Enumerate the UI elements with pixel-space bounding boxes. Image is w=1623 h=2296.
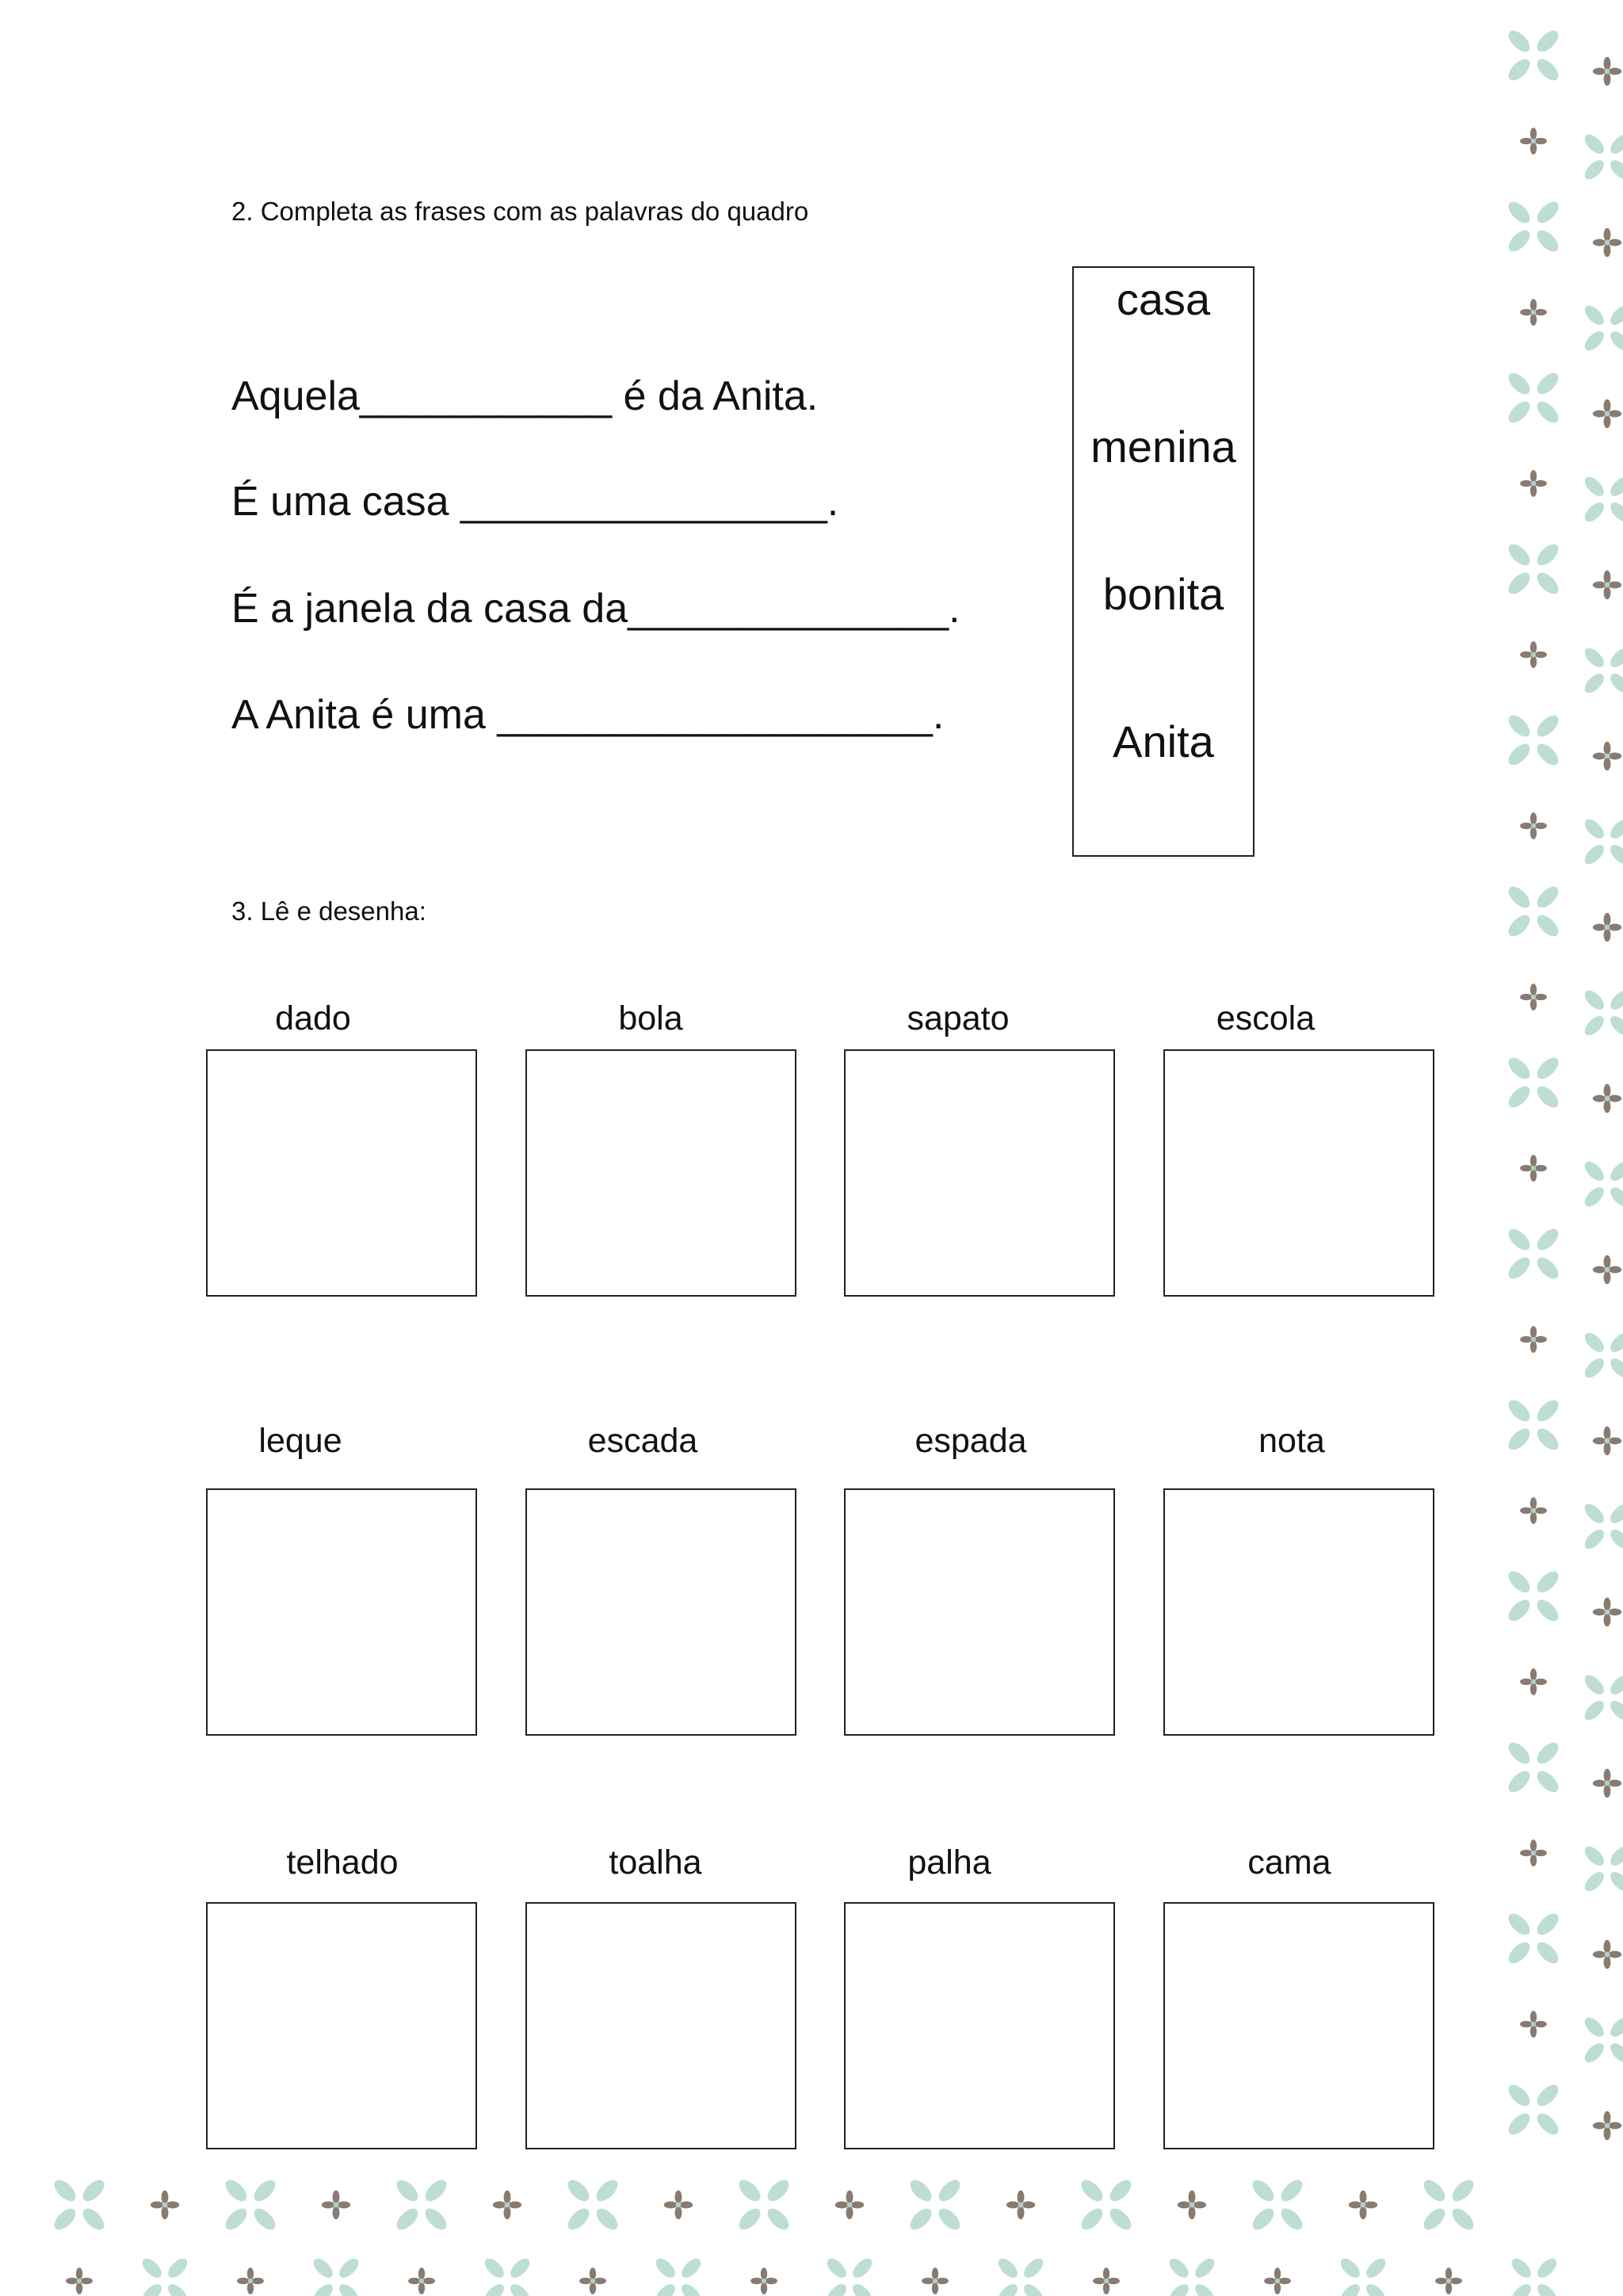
- leaf-motif-icon: [139, 2256, 191, 2296]
- flower-motif-icon: [1593, 1255, 1621, 1284]
- flower-motif-icon: [1593, 571, 1621, 599]
- word-label: dado: [275, 999, 351, 1037]
- leaf-motif-icon: [1078, 2176, 1135, 2233]
- flower-motif-icon: [1520, 1326, 1547, 1353]
- flower-motif-icon: [1593, 1598, 1621, 1626]
- flower-motif-icon: [664, 2191, 693, 2219]
- flower-motif-icon: [1520, 128, 1547, 155]
- flower-motif-icon: [1349, 2191, 1377, 2219]
- leaf-motif-icon: [1505, 1739, 1562, 1796]
- word-label: leque: [258, 1422, 342, 1460]
- exercise-2-instruction: 2. Completa as frases com as palavras do quadro: [231, 197, 809, 226]
- leaf-motif-icon: [1338, 2256, 1389, 2296]
- decorative-border-bottom: [0, 2172, 1623, 2296]
- flower-motif-icon: [1520, 299, 1547, 326]
- leaf-motif-icon: [1582, 1843, 1623, 1895]
- drawing-box[interactable]: [206, 1049, 477, 1297]
- leaf-motif-icon: [1582, 816, 1623, 868]
- flower-motif-icon: [1593, 1940, 1621, 1969]
- flower-motif-icon: [1520, 1668, 1547, 1695]
- word-label: bola: [618, 999, 683, 1037]
- flower-motif-icon: [1593, 228, 1621, 257]
- sentence-4: A Anita é uma ___________________.: [231, 692, 945, 738]
- word-label: espada: [915, 1422, 1027, 1460]
- flower-motif-icon: [1593, 913, 1621, 942]
- drawing-box[interactable]: [206, 1902, 477, 2149]
- leaf-motif-icon: [1505, 883, 1562, 940]
- leaf-motif-icon: [1582, 1330, 1623, 1381]
- leaf-motif-icon: [1582, 1159, 1623, 1210]
- flower-motif-icon: [1006, 2191, 1035, 2219]
- drawing-box[interactable]: [525, 1902, 796, 2149]
- word-bank-box: [1072, 266, 1254, 857]
- leaf-motif-icon: [51, 2176, 108, 2233]
- leaf-motif-icon: [1582, 2015, 1623, 2066]
- word-bank-item: menina: [1090, 422, 1236, 472]
- leaf-motif-icon: [1582, 645, 1623, 697]
- flower-motif-icon: [1593, 1084, 1621, 1113]
- leaf-motif-icon: [1167, 2256, 1218, 2296]
- leaf-motif-icon: [653, 2256, 705, 2296]
- drawing-box[interactable]: [525, 1049, 796, 1297]
- leaf-motif-icon: [1505, 1054, 1562, 1111]
- flower-motif-icon: [1593, 1769, 1621, 1797]
- word-label: nota: [1258, 1422, 1325, 1460]
- flower-motif-icon: [922, 2267, 949, 2294]
- flower-motif-icon: [1593, 742, 1621, 770]
- flower-motif-icon: [1520, 641, 1547, 668]
- leaf-motif-icon: [1582, 988, 1623, 1039]
- flower-motif-icon: [750, 2267, 777, 2294]
- leaf-motif-icon: [1582, 474, 1623, 525]
- drawing-box[interactable]: [525, 1488, 796, 1736]
- leaf-motif-icon: [1505, 369, 1562, 426]
- word-label: telhado: [286, 1843, 399, 1881]
- leaf-motif-icon: [995, 2256, 1047, 2296]
- drawing-box[interactable]: [1163, 1902, 1434, 2149]
- word-bank-item: bonita: [1102, 569, 1224, 619]
- drawing-box[interactable]: [844, 1049, 1115, 1297]
- word-label: escada: [587, 1422, 698, 1460]
- leaf-motif-icon: [1505, 2081, 1562, 2138]
- flower-motif-icon: [151, 2191, 179, 2219]
- drawing-box[interactable]: [1163, 1049, 1434, 1297]
- leaf-motif-icon: [1582, 303, 1623, 354]
- flower-motif-icon: [237, 2267, 264, 2294]
- flower-motif-icon: [1520, 812, 1547, 839]
- word-bank-item: Anita: [1113, 716, 1214, 766]
- leaf-motif-icon: [1505, 712, 1562, 769]
- flower-motif-icon: [579, 2267, 606, 2294]
- sentence-1: Aquela___________ é da Anita.: [231, 373, 819, 419]
- leaf-motif-icon: [1509, 2256, 1560, 2296]
- leaf-motif-icon: [1582, 1672, 1623, 1724]
- leaf-motif-icon: [1582, 1501, 1623, 1553]
- decorative-border-right: [1498, 0, 1623, 2296]
- leaf-motif-icon: [1505, 1910, 1562, 1967]
- sentence-3: É a janela da casa da______________.: [231, 586, 960, 632]
- leaf-motif-icon: [1505, 27, 1562, 84]
- leaf-motif-icon: [1505, 541, 1562, 598]
- word-label: cama: [1247, 1843, 1331, 1881]
- sentence-2: É uma casa ________________.: [231, 479, 839, 525]
- word-bank-item: casa: [1116, 274, 1211, 324]
- leaf-motif-icon: [907, 2176, 964, 2233]
- leaf-motif-icon: [1582, 132, 1623, 183]
- flower-motif-icon: [66, 2267, 93, 2294]
- word-label: palha: [907, 1843, 991, 1881]
- flower-motif-icon: [1520, 1839, 1547, 1866]
- leaf-motif-icon: [1420, 2176, 1477, 2233]
- drawing-box[interactable]: [844, 1488, 1115, 1736]
- flower-motif-icon: [1593, 1427, 1621, 1455]
- leaf-motif-icon: [222, 2176, 279, 2233]
- flower-motif-icon: [1435, 2267, 1462, 2294]
- drawing-box[interactable]: [206, 1488, 477, 1736]
- leaf-motif-icon: [1249, 2176, 1306, 2233]
- leaf-motif-icon: [1505, 1568, 1562, 1625]
- flower-motif-icon: [1093, 2267, 1120, 2294]
- leaf-motif-icon: [564, 2176, 621, 2233]
- leaf-motif-icon: [1505, 1225, 1562, 1282]
- leaf-motif-icon: [824, 2256, 876, 2296]
- leaf-motif-icon: [393, 2176, 450, 2233]
- flower-motif-icon: [1520, 2011, 1547, 2038]
- flower-motif-icon: [835, 2191, 864, 2219]
- word-label: toalha: [609, 1843, 702, 1881]
- flower-motif-icon: [1520, 1497, 1547, 1524]
- flower-motif-icon: [493, 2191, 521, 2219]
- drawing-box[interactable]: [1163, 1488, 1434, 1736]
- flower-motif-icon: [408, 2267, 435, 2294]
- flower-motif-icon: [1520, 984, 1547, 1010]
- flower-motif-icon: [1520, 470, 1547, 497]
- drawing-box[interactable]: [844, 1902, 1115, 2149]
- flower-motif-icon: [1178, 2191, 1206, 2219]
- leaf-motif-icon: [482, 2256, 533, 2296]
- flower-motif-icon: [1593, 57, 1621, 86]
- word-label: sapato: [907, 999, 1010, 1037]
- leaf-motif-icon: [311, 2256, 362, 2296]
- flower-motif-icon: [1593, 399, 1621, 428]
- exercise-3-instruction: 3. Lê e desenha:: [231, 896, 426, 926]
- flower-motif-icon: [1593, 2111, 1621, 2140]
- leaf-motif-icon: [735, 2176, 792, 2233]
- leaf-motif-icon: [1505, 1396, 1562, 1454]
- leaf-motif-icon: [1505, 198, 1562, 255]
- flower-motif-icon: [1264, 2267, 1291, 2294]
- flower-motif-icon: [322, 2191, 350, 2219]
- word-label: escola: [1216, 999, 1316, 1037]
- flower-motif-icon: [1520, 1155, 1547, 1182]
